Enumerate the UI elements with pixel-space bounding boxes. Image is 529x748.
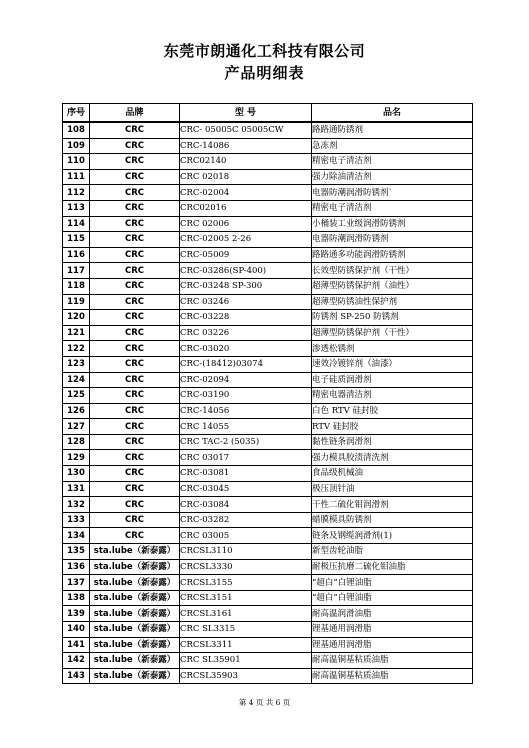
table-row — [63, 544, 473, 560]
row-model: CRCSL3330 — [180, 559, 312, 575]
row-index: 122 — [63, 341, 90, 357]
table-row — [63, 497, 473, 513]
row-brand: CRC — [90, 466, 180, 482]
row-product-name: RTV 硅封胶 — [312, 419, 473, 435]
row-product-name: 蜡膜模具防锈剂 — [312, 512, 473, 528]
row-brand: CRC — [90, 403, 180, 419]
company-title: 东莞市朗通化工科技有限公司 — [163, 42, 366, 60]
table-row — [63, 528, 473, 544]
row-brand: CRC — [90, 450, 180, 466]
row-product-name: “超白”白锂油脂 — [312, 575, 473, 591]
row-index: 110 — [63, 154, 90, 170]
row-product-name: 精密电器清洁剂 — [312, 388, 473, 404]
row-brand: sta.lube（新泰露） — [90, 668, 180, 684]
row-index: 141 — [63, 637, 90, 653]
row-product-name: 路路通多功能润滑防锈剂 — [312, 247, 473, 263]
table-body — [63, 122, 473, 684]
row-model: CRC-03282 — [180, 512, 312, 528]
table-row — [63, 403, 473, 419]
row-product-name: 精密电子清洁剂 — [312, 154, 473, 170]
row-brand: sta.lube（新泰露） — [90, 637, 180, 653]
row-product-name: 长效型防锈保护剂（干性） — [312, 263, 473, 279]
table-header-row — [63, 104, 473, 123]
row-index: 143 — [63, 668, 90, 684]
row-product-name: 强力除油清洁剂 — [312, 169, 473, 185]
table-row — [63, 169, 473, 185]
row-index: 108 — [63, 122, 90, 138]
row-model: CRC- 05005C 05005CW — [180, 122, 312, 138]
row-index: 132 — [63, 497, 90, 513]
row-product-name: 白色 RTV 硅封胶 — [312, 403, 473, 419]
row-product-name: 超薄型防锈油性保护剂 — [312, 294, 473, 310]
row-brand: CRC — [90, 185, 180, 201]
row-product-name: 锂基通用润滑脂 — [312, 622, 473, 638]
row-index: 133 — [63, 512, 90, 528]
column-header-model: 型 号 — [180, 104, 312, 123]
row-index: 117 — [63, 263, 90, 279]
row-index: 137 — [63, 575, 90, 591]
row-model: CRC-14086 — [180, 138, 312, 154]
row-index: 140 — [63, 622, 90, 638]
row-brand: CRC — [90, 138, 180, 154]
table-row — [63, 559, 473, 575]
row-product-name: 锂基通用润滑脂 — [312, 637, 473, 653]
row-product-name: 急冻剂 — [312, 138, 473, 154]
table-row — [63, 622, 473, 638]
row-model: CRC TAC-2 (5035) — [180, 434, 312, 450]
table-row — [63, 278, 473, 294]
row-brand: sta.lube（新泰露） — [90, 606, 180, 622]
row-model: CRC SL3315 — [180, 622, 312, 638]
row-model: CRC-03228 — [180, 310, 312, 326]
row-product-name: 链条及钢缆润滑剂(1) — [312, 528, 473, 544]
row-model: CRC-(18412)03074 — [180, 356, 312, 372]
row-product-name: 黏性链条润滑剂 — [312, 434, 473, 450]
row-product-name: 耐高温铜基粘质油脂 — [312, 653, 473, 669]
table-row — [63, 294, 473, 310]
row-brand: CRC — [90, 481, 180, 497]
column-header-product-name: 品名 — [312, 104, 473, 123]
table-row — [63, 247, 473, 263]
page-footer: 第 4 页 共 6 页 — [238, 698, 291, 707]
row-index: 134 — [63, 528, 90, 544]
row-index: 121 — [63, 325, 90, 341]
row-brand: CRC — [90, 247, 180, 263]
row-brand: CRC — [90, 434, 180, 450]
row-model: CRC 03226 — [180, 325, 312, 341]
row-brand: CRC — [90, 356, 180, 372]
row-index: 125 — [63, 388, 90, 404]
row-brand: sta.lube（新泰露） — [90, 575, 180, 591]
row-brand: CRC — [90, 512, 180, 528]
table-row — [63, 341, 473, 357]
table-row — [63, 575, 473, 591]
row-product-name: 极压顶针油 — [312, 481, 473, 497]
row-brand: CRC — [90, 325, 180, 341]
row-index: 142 — [63, 653, 90, 669]
row-model: CRC-02004 — [180, 185, 312, 201]
row-brand: CRC — [90, 341, 180, 357]
row-model: CRC-03020 — [180, 341, 312, 357]
row-model: CRC-03081 — [180, 466, 312, 482]
row-product-name: 速效冷镀锌剂（油漆） — [312, 356, 473, 372]
row-index: 129 — [63, 450, 90, 466]
row-model: CRC-03248 SP-300 — [180, 278, 312, 294]
table-row — [63, 356, 473, 372]
table-row — [63, 232, 473, 248]
row-product-name: 超薄型防锈保护剂（油性） — [312, 278, 473, 294]
row-index: 112 — [63, 185, 90, 201]
row-brand: CRC — [90, 310, 180, 326]
row-brand: sta.lube（新泰露） — [90, 544, 180, 560]
row-product-name: 食品级机械油 — [312, 466, 473, 482]
row-brand: CRC — [90, 497, 180, 513]
row-product-name: 超薄型防锈保护剂（干性） — [312, 325, 473, 341]
row-index: 113 — [63, 200, 90, 216]
row-index: 109 — [63, 138, 90, 154]
row-index: 120 — [63, 310, 90, 326]
row-product-name: 强力模具胶渍清洗剂 — [312, 450, 473, 466]
row-brand: CRC — [90, 372, 180, 388]
table-row — [63, 138, 473, 154]
row-brand: CRC — [90, 154, 180, 170]
table-row — [63, 388, 473, 404]
row-brand: CRC — [90, 528, 180, 544]
row-index: 123 — [63, 356, 90, 372]
table-row — [63, 450, 473, 466]
row-brand: sta.lube（新泰露） — [90, 653, 180, 669]
row-product-name: 电器防潮润滑防锈剂` — [312, 185, 473, 201]
table-row — [63, 419, 473, 435]
column-header-index: 序号 — [63, 104, 90, 123]
row-product-name: 新型齿轮油脂 — [312, 544, 473, 560]
row-model: CRC 02006 — [180, 216, 312, 232]
row-index: 135 — [63, 544, 90, 560]
row-brand: CRC — [90, 122, 180, 138]
row-brand: sta.lube（新泰露） — [90, 590, 180, 606]
row-index: 128 — [63, 434, 90, 450]
row-brand: CRC — [90, 388, 180, 404]
table-row — [63, 325, 473, 341]
table-row — [63, 200, 473, 216]
table-row — [63, 122, 473, 138]
row-model: CRC-02094 — [180, 372, 312, 388]
row-model: CRC 03005 — [180, 528, 312, 544]
row-model: CRC-14056 — [180, 403, 312, 419]
row-model: CRC02016 — [180, 200, 312, 216]
table-row — [63, 216, 473, 232]
row-model: CRC-03190 — [180, 388, 312, 404]
table-row — [63, 606, 473, 622]
table-row — [63, 466, 473, 482]
row-index: 126 — [63, 403, 90, 419]
row-product-name: 精密电子清洁剂 — [312, 200, 473, 216]
row-product-name: 电子硅质润滑剂 — [312, 372, 473, 388]
row-model: CRC-03045 — [180, 481, 312, 497]
row-brand: CRC — [90, 216, 180, 232]
row-index: 131 — [63, 481, 90, 497]
document-subtitle: 产品明细表 — [224, 64, 305, 82]
row-model: CRCSL3155 — [180, 575, 312, 591]
row-index: 130 — [63, 466, 90, 482]
row-index: 127 — [63, 419, 90, 435]
row-index: 118 — [63, 278, 90, 294]
row-product-name: “超白”白锂油脂 — [312, 590, 473, 606]
row-model: CRC 14055 — [180, 419, 312, 435]
row-index: 116 — [63, 247, 90, 263]
row-model: CRC-03084 — [180, 497, 312, 513]
product-table — [62, 103, 473, 684]
column-header-brand: 品牌 — [90, 104, 180, 123]
row-model: CRCSL3151 — [180, 590, 312, 606]
row-product-name: 防锈剂 SP-250 防锈剂 — [312, 310, 473, 326]
table-row — [63, 154, 473, 170]
row-index: 138 — [63, 590, 90, 606]
row-model: CRCSL3311 — [180, 637, 312, 653]
row-model: CRCSL3161 — [180, 606, 312, 622]
row-product-name: 渗透松锈剂 — [312, 341, 473, 357]
row-product-name: 干性二硫化钼润滑剂 — [312, 497, 473, 513]
row-index: 115 — [63, 232, 90, 248]
row-brand: CRC — [90, 263, 180, 279]
table-row — [63, 310, 473, 326]
table-row — [63, 637, 473, 653]
row-product-name: 电器防潮润滑防锈剂 — [312, 232, 473, 248]
row-index: 139 — [63, 606, 90, 622]
row-product-name: 路路通防锈剂 — [312, 122, 473, 138]
row-model: CRC02140 — [180, 154, 312, 170]
row-model: CRC 03246 — [180, 294, 312, 310]
row-product-name: 耐高温润滑油脂 — [312, 606, 473, 622]
row-product-name: 小桶装工业级润滑防锈剂 — [312, 216, 473, 232]
row-model: CRC-02005 2-26 — [180, 232, 312, 248]
row-model: CRCSL35903 — [180, 668, 312, 684]
table-row — [63, 434, 473, 450]
row-model: CRCSL3110 — [180, 544, 312, 560]
row-brand: sta.lube（新泰露） — [90, 559, 180, 575]
table-row — [63, 668, 473, 684]
row-brand: CRC — [90, 232, 180, 248]
row-model: CRC-03286(SP-400) — [180, 263, 312, 279]
row-brand: CRC — [90, 294, 180, 310]
table-row — [63, 185, 473, 201]
row-index: 111 — [63, 169, 90, 185]
table-row — [63, 263, 473, 279]
table-row — [63, 653, 473, 669]
row-index: 136 — [63, 559, 90, 575]
row-brand: CRC — [90, 278, 180, 294]
table-row — [63, 372, 473, 388]
row-index: 114 — [63, 216, 90, 232]
row-model: CRC SL35901 — [180, 653, 312, 669]
table-row — [63, 512, 473, 528]
row-model: CRC 02018 — [180, 169, 312, 185]
row-model: CRC-05009 — [180, 247, 312, 263]
table-row — [63, 590, 473, 606]
row-brand: CRC — [90, 200, 180, 216]
row-brand: sta.lube（新泰露） — [90, 622, 180, 638]
row-index: 124 — [63, 372, 90, 388]
row-index: 119 — [63, 294, 90, 310]
row-model: CRC 03017 — [180, 450, 312, 466]
table-row — [63, 481, 473, 497]
row-product-name: 耐极压抗磨二硫化钼油脂 — [312, 559, 473, 575]
row-brand: CRC — [90, 169, 180, 185]
row-product-name: 耐高温铜基粘质油脂 — [312, 668, 473, 684]
row-brand: CRC — [90, 419, 180, 435]
